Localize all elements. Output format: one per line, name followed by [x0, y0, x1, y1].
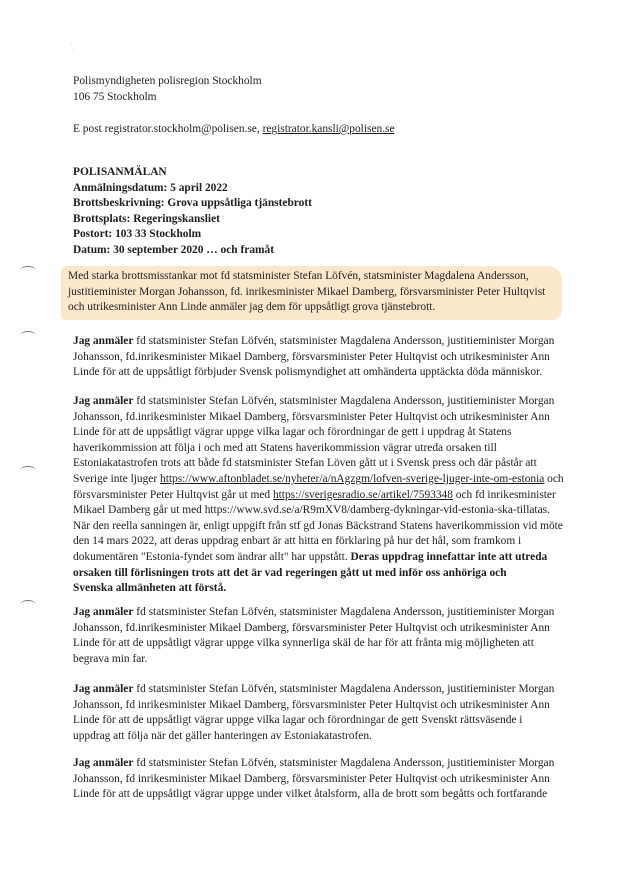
paragraph-text: fd statsminister Stefan Löfvén, statsminister Magdalena Andersson, justitieminister Morgan: [133, 683, 555, 695]
paragraph-emphasis: Deras uppdrag innefattar inte att utreda: [350, 550, 548, 563]
address-line: 106 75 Stockholm: [73, 90, 157, 103]
paragraph-line: Linde för att de uppsåtligt vägrar uppge vilka synnerliga skäl de har för att frånta mig möjligheten att: [73, 637, 534, 650]
paragraph-line: Johansson, fd.inrikesminister Mikael Damberg, försvarsminister Peter Hultqvist och utrikesminister Ann: [73, 410, 550, 423]
paragraph-lead: Jag anmäler: [73, 757, 134, 769]
paragraph-line: Johansson, fd inrikesminister Mikael Damberg, försvarsminister Peter Hultqvist och utrikesminister Ann: [73, 772, 550, 785]
paragraph-line: Linde för att de uppsåtligt vägrar uppge vilka lagar och förordningar de gett Svenskt rättsväsende i: [73, 714, 523, 727]
paragraph-text: fd statsminister Stefan Löfvén, statsminister Magdalena Andersson, justitieminister Morgan: [133, 395, 555, 407]
intro-line: Med starka brottsmisstankar mot fd statsminister Stefan Löfvén, statsminister Magdalena Andersson,: [68, 270, 529, 282]
margin-mark: [20, 466, 36, 475]
report-paragraph-5: [73, 756, 555, 803]
intro-paragraph: [68, 269, 568, 316]
report-paragraph-3: [73, 605, 555, 667]
crime-period: Datum: 30 september 2020 … och framåt: [73, 243, 274, 256]
paragraph-line: Johansson, fd inrikesminister Mikael Damberg, försvarsminister Peter Hultqvist och utrikesminister Ann: [73, 698, 550, 711]
paragraph-line: Mikael Damberg går ut med https://www.svd.se/a/R9mXV8/damberg-dykningar-vid-estonia-ska-tillatas.: [73, 504, 550, 517]
paragraph-line: Linde för att de uppsåtligt vägrar uppge under vilket åtalsform, alla de brott som begåtts och fortfarande: [73, 788, 548, 801]
paragraph-text: och fd inrikesminister: [452, 488, 556, 501]
email-text: E post registrator.stockholm@polisen.se,: [73, 123, 263, 135]
paragraph-line: den 14 mars 2022, att deras uppdrag enbart är att hitta en förklaring på hur det hål, som framkom i: [73, 535, 522, 548]
paragraph-line: Linde för att de uppsåtligt förbjuder Svensk polismyndighet att omhänderta upptäckta döda människor.: [73, 366, 543, 379]
address-line: Polismyndigheten polisregion Stockholm: [73, 75, 262, 87]
sverigesradio-link[interactable]: https://sverigesradio.se/artikel/7593348: [272, 488, 453, 501]
paragraph-emphasis: Svenska allmänheten att förstå.: [73, 582, 227, 595]
crime-description: Brottsbeskrivning: Grova uppsåtliga tjänstebrott: [73, 197, 312, 210]
paragraph-line: Johansson, fd.inrikesminister Mikael Damberg, försvarsminister Peter Hultqvist och utrikesminister Ann: [73, 621, 550, 634]
postal-city: Postort: 103 33 Stockholm: [73, 228, 202, 241]
scan-speck: ˙ˌ: [70, 43, 75, 51]
recipient-address: [73, 74, 551, 105]
paragraph-emphasis: orsaken till förlisningen trots att det är vad regeringen gått ut med inför oss anhöriga och: [73, 566, 507, 579]
paragraph-line: Linde för att de uppsåtligt vägrar uppge vilka lagar och förordningar de gett i uppdrag åt Statens: [73, 426, 512, 439]
paragraph-text: fd statsminister Stefan Löfvén, statsminister Magdalena Andersson, justitieminister Morgan: [133, 606, 555, 618]
paragraph-text: försvarsminister Peter Hultqvist går ut med: [73, 488, 273, 501]
report-paragraph-4: [73, 682, 555, 744]
report-paragraph-2: [73, 394, 564, 597]
paragraph-lead: Jag anmäler: [73, 395, 134, 407]
report-title: POLISANMÄLAN: [73, 166, 167, 178]
report-header: [73, 165, 551, 259]
intro-line: justitieminister Morgan Johansson, fd. inrikesminister Mikael Damberg, försvarsminister Peter Hultqvist: [68, 285, 546, 298]
report-date: Anmälningsdatum: 5 april 2022: [73, 181, 228, 194]
email-link[interactable]: registrator.kansli@polisen.se: [262, 123, 395, 135]
paragraph-line: Johansson, fd.inrikesminister Mikael Damberg, försvarsminister Peter Hultqvist och utrikesminister Ann: [73, 350, 550, 363]
paragraph-line: uppdrag att följa när det gäller hanteringen av Estoniakatastrofen.: [73, 729, 372, 742]
paragraph-line: haverikommission att följa i och med att Statens haverikommission vägrar utreda orsaken till: [73, 441, 497, 454]
paragraph-lead: Jag anmäler: [73, 335, 134, 347]
paragraph-text: Sverige inte ljuger: [73, 472, 160, 485]
paragraph-text: fd statsminister Stefan Löfvén, statsminister Magdalena Andersson, justitieminister Morgan: [133, 757, 555, 769]
report-paragraph-1: [73, 334, 555, 381]
paragraph-line: begrava min far.: [73, 652, 148, 665]
margin-mark: [20, 266, 36, 275]
paragraph-lead: Jag anmäler: [73, 606, 134, 618]
paragraph-line: Estoniakatastrofen trots att både fd statsminister Stefan Löven gått ut i Svensk press och där påstår att: [73, 457, 537, 470]
paragraph-text: och: [544, 472, 564, 485]
paragraph-text: fd statsminister Stefan Löfvén, statsminister Magdalena Andersson, justitieminister Morgan: [133, 335, 555, 347]
crime-location: Brottsplats: Regeringskansliet: [73, 212, 220, 225]
paragraph-text: dokumentären "Estonia-fyndet som ändrar allt" har uppstått.: [73, 550, 351, 563]
margin-mark: [20, 600, 36, 609]
intro-line: och utrikesminister Ann Linde anmäler jag dem för uppsåtligt grova tjänstebrott.: [68, 301, 436, 314]
margin-mark: [20, 331, 36, 340]
email-line: [73, 122, 551, 138]
paragraph-line: När den reella sanningen är, enligt uppgift från stf gd Jonas Bäckstrand Statens haverikommission vid möte: [73, 519, 563, 532]
paragraph-lead: Jag anmäler: [73, 683, 134, 695]
aftonbladet-link[interactable]: https://www.aftonbladet.se/nyheter/a/nAgzgm/lofven-sverige-ljuger-inte-om-estonia: [160, 472, 545, 485]
